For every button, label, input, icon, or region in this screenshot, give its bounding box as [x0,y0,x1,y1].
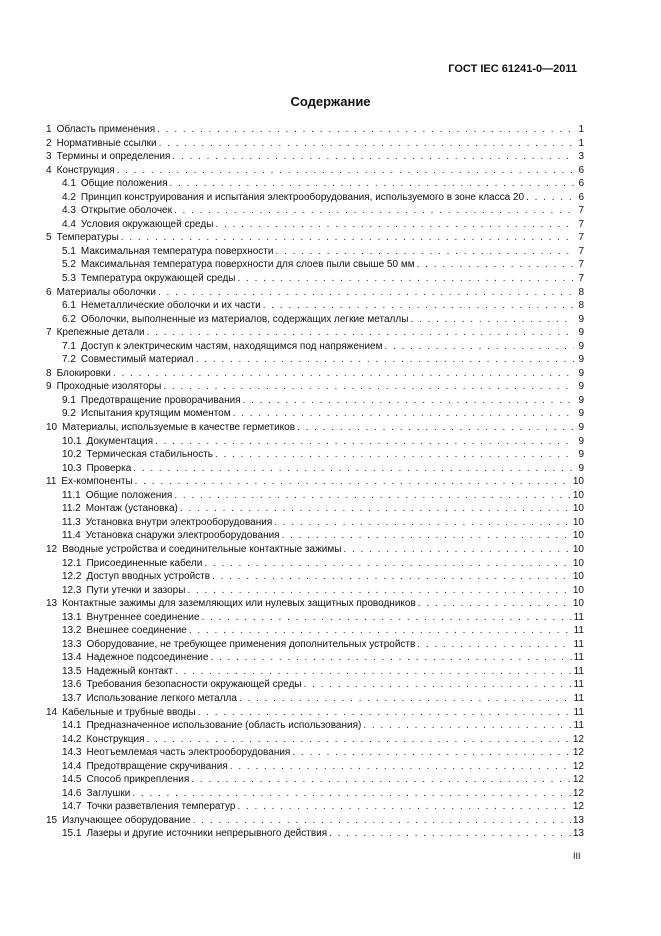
toc-entry-page: 9 [578,449,584,461]
toc-entry-label: Предотвращение скручивания [86,760,228,772]
toc-entry-number: 13.4 [62,652,82,664]
toc-entry-number: 14.1 [62,720,82,732]
toc-entry[interactable] [46,449,584,463]
toc-entry[interactable] [46,381,584,395]
dot-leader [343,544,570,555]
toc-entry[interactable] [46,720,584,734]
toc-entry-label: Точки разветвления температур [86,801,236,813]
toc-entry-number: 9.1 [62,394,76,406]
dot-leader [282,530,571,541]
toc-entry-page: 6 [578,191,584,203]
toc-entry-number: 4.3 [62,205,76,217]
toc-entry-label: Оболочки, выполненные из материалов, содержащих легкие металлы [80,313,409,325]
toc-entry-page: 9 [578,313,584,325]
toc-entry-label: Проверка [86,462,132,474]
toc-entry-number: 5 [46,232,52,244]
toc-entry[interactable] [46,192,584,206]
toc-entry-label: Материалы оболочки [56,286,156,298]
dot-leader [158,287,574,298]
toc-entry-number: 7.1 [62,340,76,352]
toc-entry-number: 6.1 [62,300,76,312]
dot-leader [113,368,574,379]
toc-entry[interactable] [46,625,584,639]
toc-entry-number: 12.2 [62,571,82,583]
toc-entry-label: Ex-компоненты [61,476,133,488]
dot-leader [363,720,571,731]
toc-entry-page: 10 [572,557,584,569]
toc-entry-page: 3 [578,151,584,163]
toc-entry-number: 10 [46,422,58,434]
toc-entry-number: 13 [46,598,58,610]
toc-entry-label: Максимальная температура поверхности [80,245,274,257]
dot-leader [384,341,574,352]
toc-entry[interactable] [46,639,584,653]
toc-entry-page: 10 [572,516,584,528]
toc-entry-number: 2 [46,137,52,149]
toc-entry-number: 11.4 [62,530,81,542]
toc-entry[interactable] [46,598,584,612]
toc-entry-number: 6 [46,286,52,298]
toc-entry-page: 11 [573,652,584,664]
toc-entry-page: 10 [572,543,584,555]
toc-entry-number: 14.4 [62,760,82,772]
toc-entry[interactable] [46,734,584,748]
toc-entry[interactable] [46,558,584,572]
toc-entry-number: 15.1 [62,828,82,840]
toc-entry[interactable] [46,788,584,802]
toc-entry-page: 11 [573,665,584,677]
toc-entry-number: 10.2 [62,449,82,461]
toc-entry-number: 4.4 [62,218,76,230]
toc-entry-label: Неотъемлемая часть электрооборудования [86,747,291,759]
dot-leader [189,625,572,636]
toc-entry-page: 10 [572,489,584,501]
toc-entry-label: Предотвращение проворачивания [80,394,241,406]
toc-entry-number: 13.1 [62,611,82,623]
toc-entry-page: 7 [578,259,584,271]
toc-entry-page: 6 [578,178,584,190]
toc-entry-page: 12 [572,760,584,772]
toc-entry-label: Конструкция [86,733,145,745]
toc-entry-label: Принцип конструирования и испытания электрооборудования, используемого в зоне класса 20 [80,191,525,203]
toc-entry-label: Присоединенные кабели [86,557,203,569]
toc-entry-page: 9 [578,435,584,447]
dot-leader [204,558,571,569]
dot-leader [418,598,571,609]
toc-entry-number: 14 [46,706,58,718]
toc-entry-page: 10 [572,598,584,610]
toc-entry-page: 13 [572,828,584,840]
toc-entry-page: 7 [578,245,584,257]
dot-leader [215,219,574,230]
toc-entry-number: 12.1 [62,557,82,569]
dot-leader [174,490,571,501]
toc-entry-page: 7 [578,273,584,285]
toc-entry[interactable] [46,151,584,165]
dot-leader [417,639,571,650]
toc-entry-label: Заглушки [86,787,131,799]
toc-entry-page: 1 [578,137,584,149]
toc-entry[interactable] [46,273,584,287]
toc-entry-label: Надежное подсоединение [86,652,209,664]
toc-entry[interactable] [46,530,584,544]
toc-entry-page: 9 [578,327,584,339]
toc-entry-label: Внутреннее соединение [86,611,200,623]
toc-entry-label: Пути утечки и зазоры [86,584,186,596]
toc-entry-number: 1 [46,124,52,135]
toc-entry[interactable] [46,490,584,504]
toc-entry-label: Использование легкого металла [86,692,237,704]
toc-entry-page: 11 [573,706,584,718]
toc-entry-page: 10 [572,571,584,583]
toc-entry[interactable] [46,544,584,558]
toc-entry-label: Конструкция [56,164,115,176]
dot-leader [155,436,574,447]
toc-entry[interactable] [46,300,584,314]
toc-entry-label: Общие положения [80,178,168,190]
toc-entry-page: 9 [578,340,584,352]
toc-entry[interactable] [46,815,584,829]
dot-leader [196,354,574,365]
dot-leader [198,707,572,718]
dot-leader [174,205,574,216]
toc-entry-label: Установка внутри электрооборудования [85,516,273,528]
page-folio: III [573,851,581,861]
toc-entry-label: Материалы, используемые в качестве герметиков [62,422,296,434]
dot-leader [237,273,574,284]
toc-entry-page: 12 [572,787,584,799]
toc-entry-number: 11.2 [62,503,81,515]
toc-entry-page: 7 [578,232,584,244]
toc-entry-label: Испытания крутящим моментом [80,408,231,420]
toc-entry-page: 11 [573,679,584,691]
toc-entry[interactable] [46,124,584,138]
dot-leader [263,300,574,311]
toc-entry-label: Установка снаружи электрооборудования [85,530,280,542]
toc-entry[interactable] [46,761,584,775]
toc-entry[interactable] [46,476,584,490]
toc-entry[interactable] [46,259,584,273]
dot-leader [275,246,574,257]
toc-entry[interactable] [46,327,584,341]
toc-entry[interactable] [46,232,584,246]
toc-entry-page: 12 [572,733,584,745]
toc-entry-number: 14.6 [62,787,82,799]
toc-entry[interactable] [46,314,584,328]
standard-code: ГОСТ IEC 61241-0—2011 [448,63,577,75]
toc-entry[interactable] [46,666,584,680]
toc-entry-page: 10 [572,503,584,515]
toc-entry-page: 11 [573,625,584,637]
toc-entry-label: Термическая стабильность [86,449,213,461]
toc-entry-number: 14.7 [62,801,82,813]
toc-entry-page: 9 [578,408,584,420]
toc-entry-number: 7 [46,327,52,339]
toc-entry-label: Требования безопасности окружающей среды [86,679,302,691]
toc-entry-label: Нормативные ссылки [56,137,157,149]
toc-entry-label: Лазеры и другие источники непрерывного действия [86,828,328,840]
toc-entry[interactable] [46,801,584,815]
toc-entry-number: 5.1 [62,245,76,257]
dot-leader [187,585,570,596]
dot-leader [215,449,574,460]
toc-entry-label: Предназначенное использование (область использования) [86,720,362,732]
toc-entry[interactable] [46,774,584,788]
toc-entry-number: 11 [46,476,57,488]
toc-entry-page: 11 [573,611,584,623]
toc-entry[interactable] [46,679,584,693]
dot-leader [117,165,574,176]
toc-entry-number: 9.2 [62,408,76,420]
toc-entry-page: 9 [578,422,584,434]
toc-entry-label: Способ прикрепления [86,774,190,786]
toc-entry-label: Температура окружающей среды [80,273,236,285]
toc-entry-page: 12 [572,774,584,786]
dot-leader [237,801,570,812]
table-of-contents [46,124,584,842]
toc-entry-label: Максимальная температура поверхности для слоев пыли свыше 50 мм [80,259,415,271]
toc-entry-number: 13.7 [62,692,82,704]
toc-entry-label: Документация [86,435,154,447]
toc-entry-label: Температуры [56,232,119,244]
toc-entry[interactable] [46,422,584,436]
toc-entry-number: 8 [46,367,52,379]
toc-entry-label: Блокировки [56,367,111,379]
toc-entry-page: 9 [578,354,584,366]
toc-entry-label: Проходные изоляторы [56,381,162,393]
dot-leader [172,151,574,162]
dot-leader [147,734,571,745]
dot-leader [170,178,575,189]
dot-leader [202,612,572,623]
toc-entry-label: Общие положения [85,489,173,501]
toc-entry-number: 6.2 [62,313,76,325]
toc-entry-number: 10.3 [62,462,82,474]
dot-leader [193,815,571,826]
dot-leader [297,422,574,433]
toc-entry-number: 4.2 [62,191,76,203]
toc-entry-page: 8 [578,300,584,312]
toc-entry-number: 12.3 [62,584,82,596]
toc-entry[interactable] [46,205,584,219]
toc-entry-page: 9 [578,367,584,379]
toc-entry-number: 14.3 [62,747,82,759]
toc-entry-page: 10 [572,476,584,488]
toc-entry-label: Кабельные и трубные вводы [62,706,196,718]
toc-entry[interactable] [46,341,584,355]
toc-entry-page: 13 [572,814,584,826]
toc-entry-number: 14.2 [62,733,82,745]
dot-leader [410,314,574,325]
dot-leader [233,408,574,419]
toc-entry-label: Вводные устройства и соединительные контактные зажимы [62,543,342,555]
toc-entry-number: 13.2 [62,625,82,637]
dot-leader [159,138,574,149]
toc-entry-page: 7 [578,205,584,217]
toc-entry-number: 15 [46,814,58,826]
toc-entry-number: 11.1 [62,489,81,501]
toc-entry[interactable] [46,747,584,761]
toc-entry[interactable] [46,436,584,450]
dot-leader [417,259,574,270]
dot-leader [230,761,571,772]
page-title: Содержание [290,94,371,109]
toc-entry-page: 1 [578,124,584,135]
toc-entry-page: 11 [573,692,584,704]
dot-leader [243,395,574,406]
dot-leader [239,693,572,704]
toc-entry[interactable] [46,408,584,422]
toc-entry-label: Доступ к электрическим частям, находящимся под напряжением [80,340,383,352]
toc-entry[interactable] [46,612,584,626]
dot-leader [210,652,571,663]
toc-entry-page: 8 [578,286,584,298]
toc-entry[interactable] [46,287,584,301]
toc-entry-label: Крепежные детали [56,327,145,339]
toc-entry-label: Область применения [56,124,156,135]
toc-entry-label: Совместимый материал [80,354,194,366]
toc-entry-page: 10 [572,584,584,596]
toc-entry-number: 13.5 [62,665,82,677]
toc-entry[interactable] [46,585,584,599]
toc-entry[interactable] [46,503,584,517]
toc-entry-label: Излучающее оборудование [62,814,191,826]
toc-entry[interactable] [46,828,584,842]
toc-entry-page: 11 [573,638,584,650]
dot-leader [180,503,571,514]
toc-entry-label: Контактные зажимы для заземляющих или нулевых защитных проводников [62,598,416,610]
dot-leader [526,192,574,203]
toc-entry-page: 11 [573,720,584,732]
toc-entry-label: Внешнее соединение [86,625,187,637]
toc-entry-page: 9 [578,462,584,474]
dot-leader [329,828,571,839]
dot-leader [304,679,572,690]
toc-entry-number: 10.1 [62,435,82,447]
toc-entry[interactable] [46,138,584,152]
toc-entry-number: 12 [46,543,58,555]
toc-entry-page: 12 [572,747,584,759]
toc-entry[interactable] [46,693,584,707]
toc-entry[interactable] [46,165,584,179]
dot-leader [132,788,571,799]
dot-leader [191,774,571,785]
toc-entry[interactable] [46,395,584,409]
toc-entry-number: 4.1 [62,178,76,190]
dot-leader [175,666,572,677]
toc-entry-number: 9 [46,381,52,393]
toc-entry-number: 13.3 [62,638,82,650]
toc-entry[interactable] [46,219,584,233]
toc-entry-number: 4 [46,164,52,176]
dot-leader [147,327,574,338]
dot-leader [157,124,574,135]
toc-entry-number: 11.3 [62,516,81,528]
toc-entry-label: Доступ вводных устройств [86,571,211,583]
toc-entry-number: 7.2 [62,354,76,366]
toc-entry-number: 5.3 [62,273,76,285]
toc-entry-number: 3 [46,151,52,163]
toc-entry[interactable] [46,354,584,368]
toc-entry[interactable] [46,368,584,382]
toc-entry-number: 14.5 [62,774,82,786]
toc-entry[interactable] [46,246,584,260]
toc-entry[interactable] [46,652,584,666]
toc-entry[interactable] [46,707,584,721]
toc-entry[interactable] [46,463,584,477]
toc-entry-page: 12 [572,801,584,813]
toc-entry-page: 6 [578,164,584,176]
toc-entry-number: 13.6 [62,679,82,691]
toc-entry-label: Открытие оболочек [80,205,172,217]
toc-entry-page: 7 [578,218,584,230]
dot-leader [292,747,571,758]
toc-entry[interactable] [46,571,584,585]
dot-leader [133,463,574,474]
dot-leader [121,232,574,243]
toc-entry-number: 5.2 [62,259,76,271]
dot-leader [212,571,571,582]
toc-entry-page: 10 [572,530,584,542]
dot-leader [163,381,574,392]
toc-entry-page: 9 [578,381,584,393]
toc-entry-label: Монтаж (установка) [85,503,178,515]
toc-entry-label: Неметаллические оболочки и их части [80,300,261,312]
dot-leader [274,517,571,528]
toc-entry[interactable] [46,178,584,192]
toc-entry-label: Надежный контакт [86,665,173,677]
toc-entry[interactable] [46,517,584,531]
toc-entry-label: Термины и определения [56,151,171,163]
toc-entry-page: 9 [578,394,584,406]
toc-entry-label: Оборудование, не требующее применения дополнительных устройств [86,638,416,650]
dot-leader [135,476,571,487]
toc-entry-label: Условия окружающей среды [80,218,214,230]
